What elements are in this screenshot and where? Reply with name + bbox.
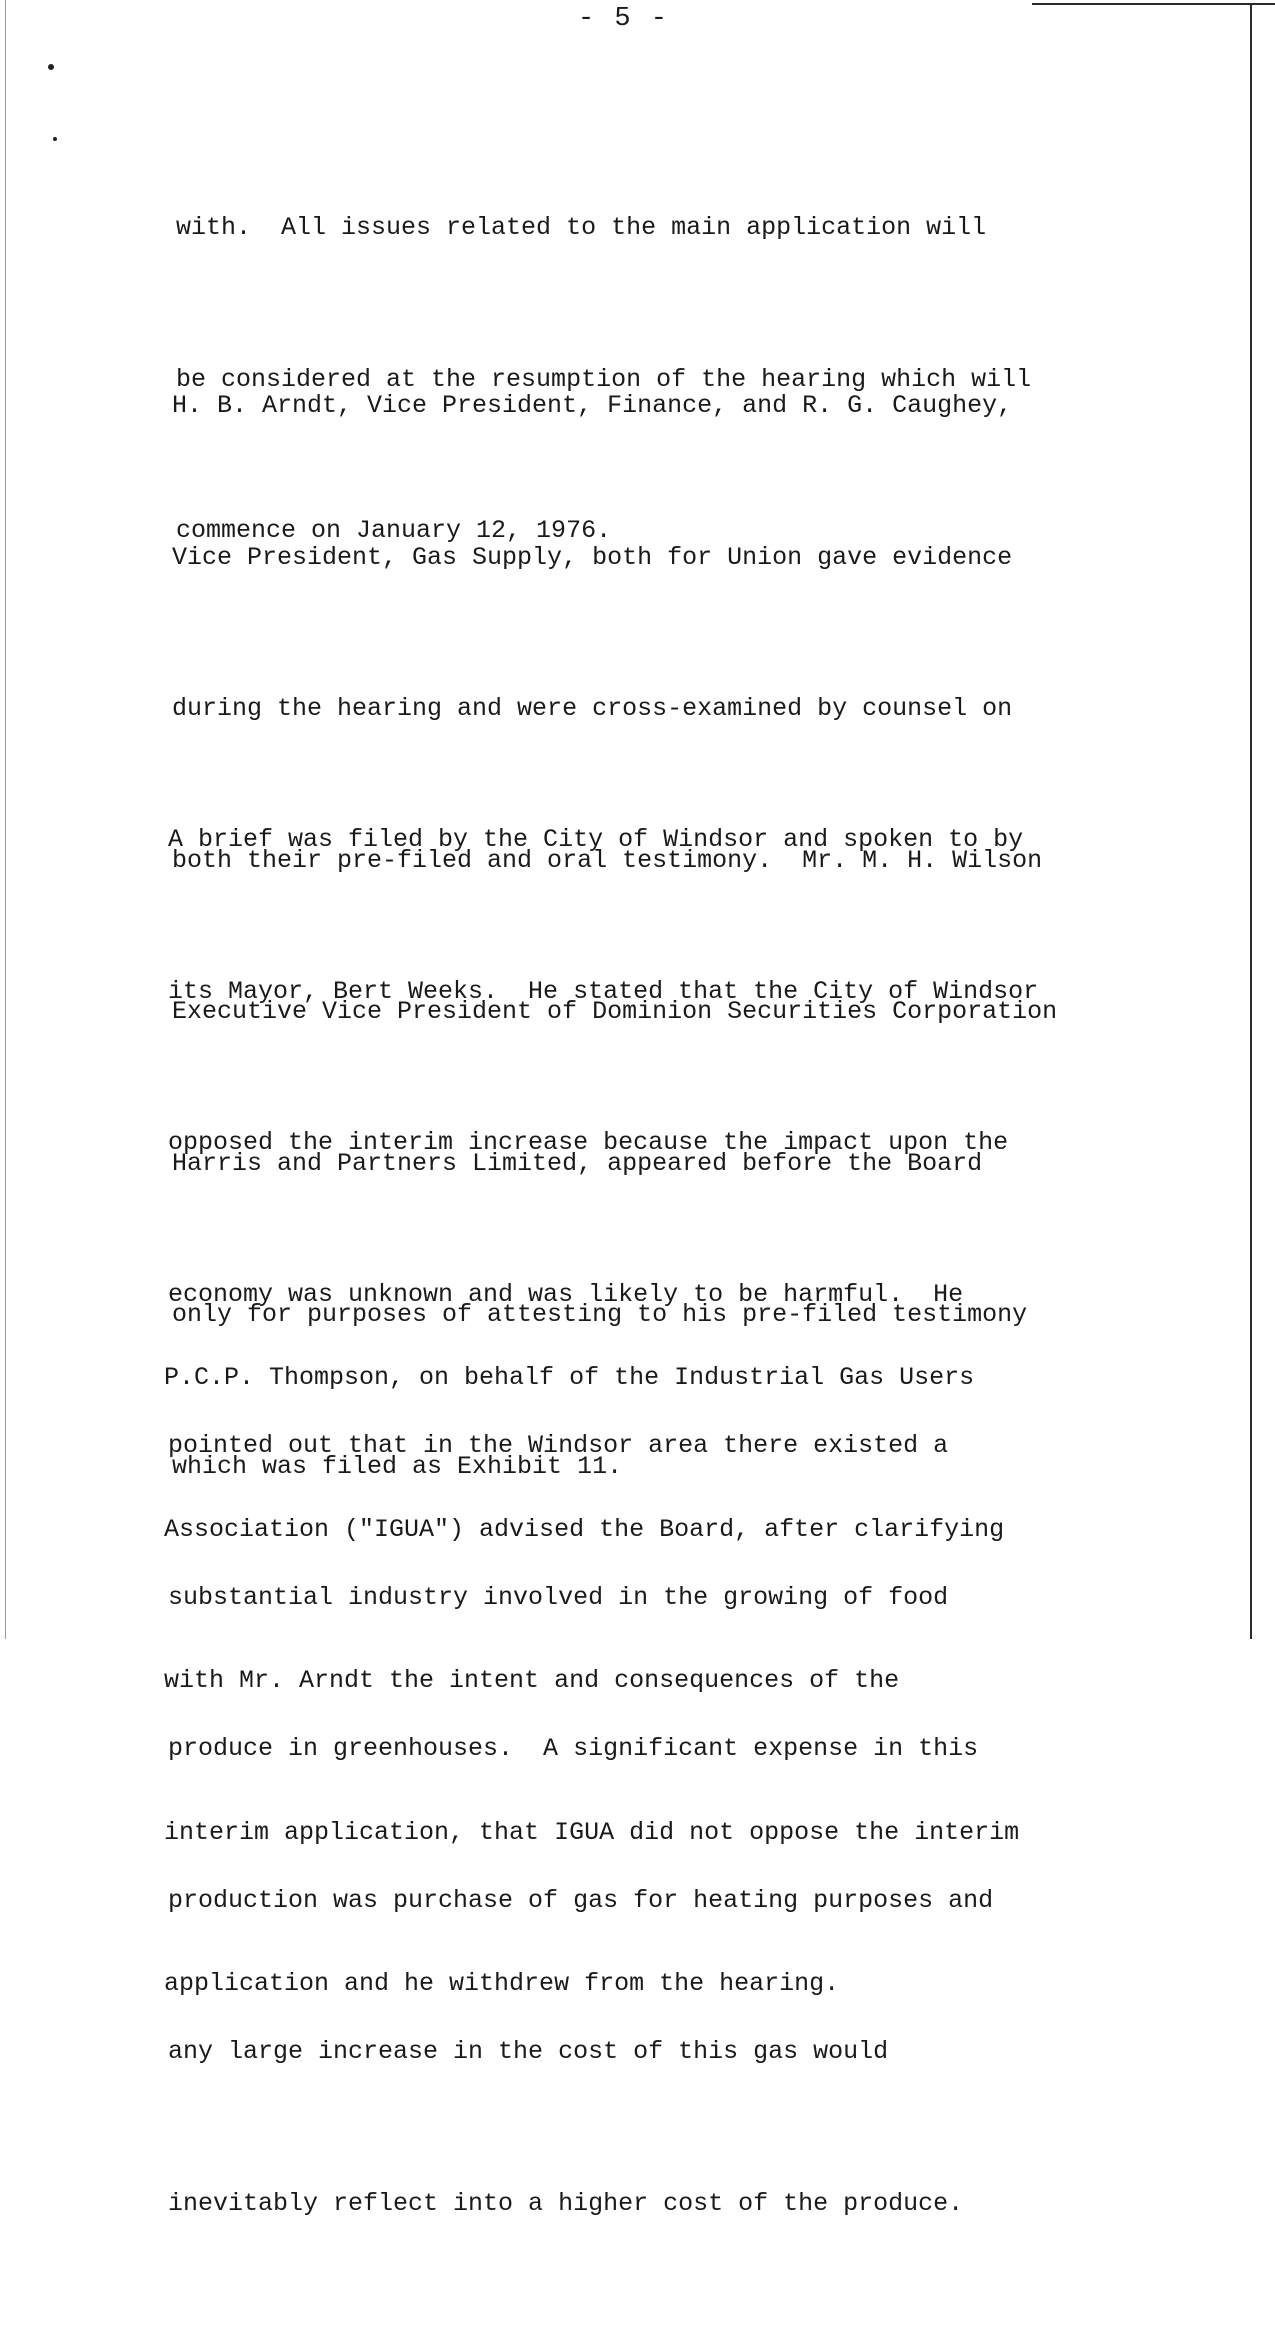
punch-mark <box>53 137 57 141</box>
scan-rule-top <box>1032 3 1275 5</box>
text-line: any large increase in the cost of this gas would <box>168 2037 889 2066</box>
text-line: opposed the interim increase because the impact upon the <box>168 1128 1009 1157</box>
scan-rule-right <box>1250 3 1252 1639</box>
text-line: pointed out that in the Windsor area there existed a <box>168 1431 949 1460</box>
page-number: - 5 - <box>578 4 670 34</box>
text-line: production was purchase of gas for heating purposes and <box>168 1885 994 1915</box>
text-line: substantial industry involved in the growing of food <box>168 1582 949 1612</box>
text-line: application and he withdrew from the hearing. <box>164 1969 840 1998</box>
text-line: Vice President, Gas Supply, both for Union gave evidence <box>172 542 1013 572</box>
punch-mark <box>48 64 54 70</box>
scan-edge-left <box>5 0 6 1639</box>
text-line: economy was unknown and was likely to be harmful. He <box>168 1279 964 1309</box>
text-line: commence on January 12, 1976. <box>176 516 612 545</box>
text-line: its Mayor, Bert Weeks. He stated that the City of Windsor <box>168 976 1039 1006</box>
paragraph-igua <box>164 1252 1019 2111</box>
text-line: with Mr. Arndt the intent and consequences of the <box>164 1666 900 1695</box>
text-line: inevitably reflect into a higher cost of the produce. <box>168 2188 964 2218</box>
text-line: H. B. Arndt, Vice President, Finance, and R. G. Caughey, <box>172 391 1013 420</box>
text-line: produce in greenhouses. A significant expense in this <box>168 1734 979 1763</box>
text-line: which was filed as Exhibit 11. <box>172 1451 623 1481</box>
text-line: interim application, that IGUA did not oppose the interim <box>164 1817 1020 1847</box>
text-line: P.C.P. Thompson, on behalf of the Industrial Gas Users <box>164 1363 975 1392</box>
text-line: Executive Vice President of Dominion Securities Corporation <box>172 997 1058 1026</box>
text-line: only for purposes of attesting to his pre-filed testimony <box>172 1300 1028 1329</box>
text-line: Association ("IGUA") advised the Board, after clarifying <box>164 1514 1005 1544</box>
text-line: Harris and Partners Limited, appeared before the Board <box>172 1148 983 1178</box>
text-line: A brief was filed by the City of Windsor and spoken to by <box>168 825 1024 854</box>
text-line: during the hearing and were cross-examined by counsel on <box>172 694 1013 723</box>
text-line: be considered at the resumption of the hearing which will <box>176 364 1032 394</box>
text-line: both their pre-filed and oral testimony. Mr. M. H. Wilson <box>172 845 1043 875</box>
text-line: with. All issues related to the main application will <box>176 213 987 242</box>
